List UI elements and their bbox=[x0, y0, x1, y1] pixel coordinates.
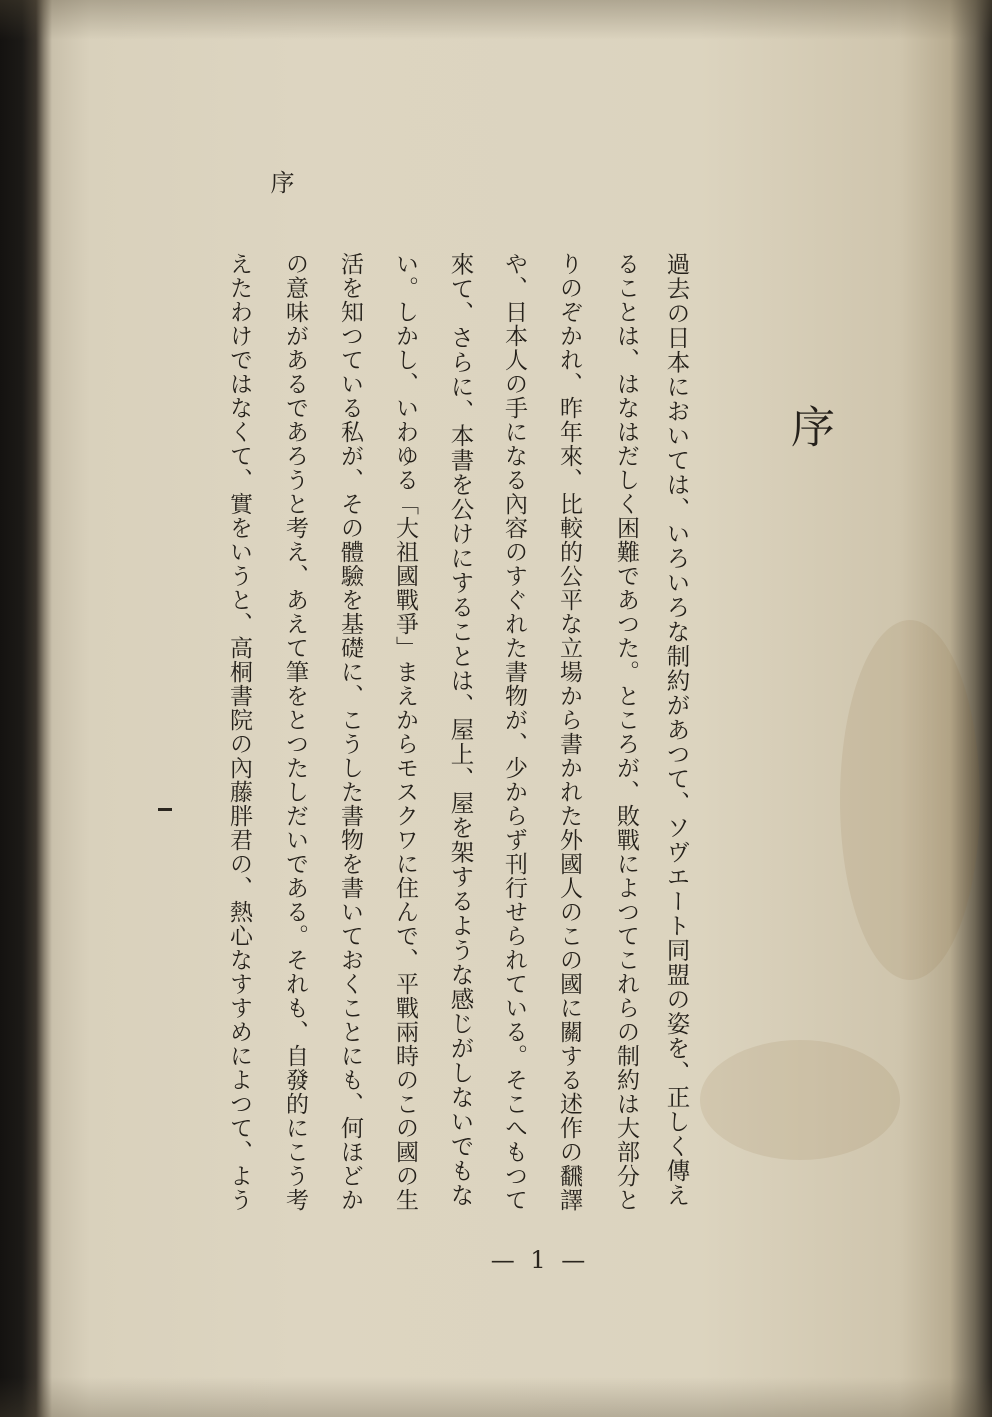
text-line: や、日本人の手になる內容のすぐれた書物が、少からず刊行せられている。そこへもつて bbox=[501, 252, 527, 1212]
text-line: りのぞかれ、昨年來、比較的公平な立場から書かれた外國人のこの國に關する述作の飜譯 bbox=[556, 252, 582, 1212]
text-line: 來て、さらに、本書を公けにすることは、屋上、屋を架するような感じがしないでもな bbox=[446, 252, 475, 1208]
text-line: い。しかし、いわゆる「大祖國戰爭」まえからモスクワに住んで、平戰兩時のこの國の生 bbox=[392, 252, 418, 1212]
paper-stain bbox=[840, 620, 980, 980]
page-title: 序 bbox=[783, 404, 834, 448]
running-header: 序 bbox=[266, 170, 294, 194]
text-line: えたわけではなくて、實をいうと、高桐書院の內藤胖君の、熱心なすすめによつて、よう bbox=[226, 252, 252, 1212]
page-number: — 1 — bbox=[490, 1246, 590, 1274]
bottom-edge-shadow bbox=[0, 1377, 992, 1417]
top-edge-shadow bbox=[0, 0, 992, 40]
text-line: の意味があるであろうと考え、あえて筆をとつたしだいである。それも、自發的にこう考 bbox=[282, 252, 308, 1212]
text-line: 過去の日本においては、いろいろな制約があつて、ソヴエート同盟の姿を、正しく傳え bbox=[662, 252, 691, 1208]
text-line: ることは、はなはだしく困難であつた。ところが、敗戰によつてこれらの制約は大部分と bbox=[613, 252, 639, 1212]
ink-speck bbox=[158, 808, 172, 811]
text-line: 活を知つている私が、その體驗を基礎に、こうした書物を書いておくことにも、何ほどか bbox=[337, 252, 363, 1212]
paper-stain bbox=[700, 1040, 900, 1160]
